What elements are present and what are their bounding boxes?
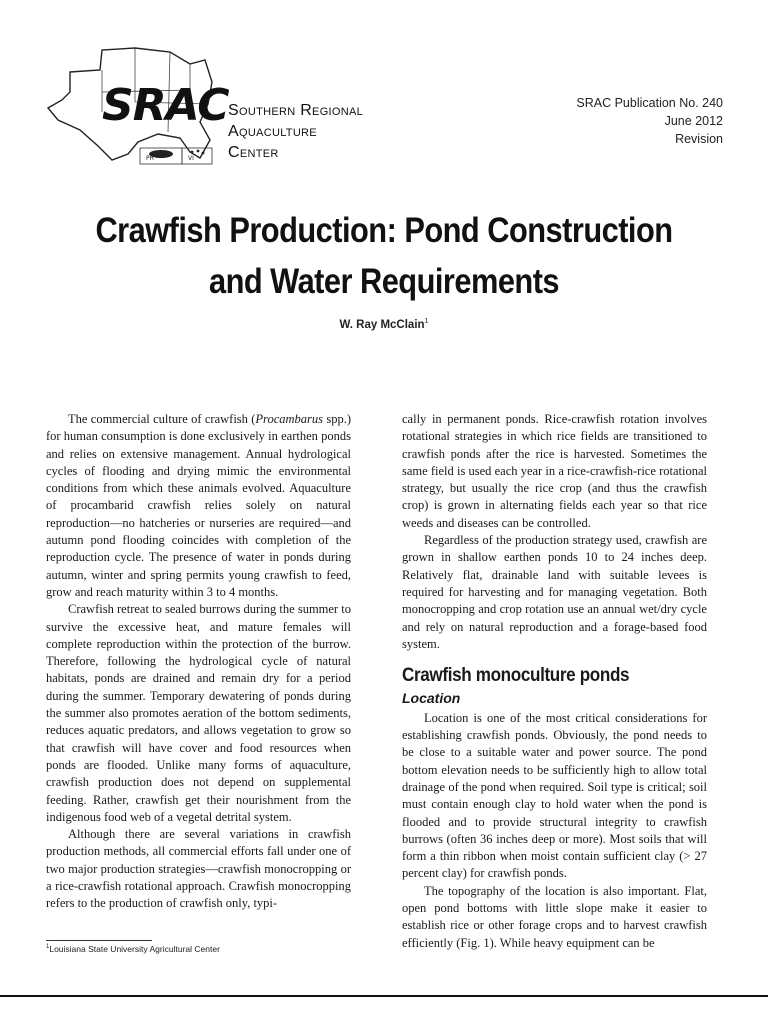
page-title	[81, 205, 686, 307]
footnote	[46, 944, 220, 954]
paragraph: Regardless of the production strategy used, crawfish are grown in shallow earthen ponds 10 to 24 inches deep. Relatively flat, drainable land with suitable levees is required for harvesting and for managing vegetation. Both monocropping and crop rotation use an annual wet/dry cycle and rely on natural reproduction and a forage-based food system.	[402, 533, 707, 651]
footnote-mark: 1	[46, 944, 50, 951]
paragraph-text: spp.) for human consumption is done exclusively in earthen ponds and relies on extensive management. Annual hydrological cycles of flooding and drying mimic the environmental conditions from which these animals evolved. Aquaculture of procambarid crawfish relies solely on natural reproduction—no hatcheries or nurseries are required—and autumn pond flooding coincides with completion of the reproduction cycle. The presence of water in ponds during autumn, winter and spring permits young crawfish to feed, grow and reach maturity within 3 to 4 months.	[46, 412, 352, 599]
title-line-1: Crawfish Production: Pond Construction	[95, 211, 673, 250]
publication-info	[576, 94, 723, 148]
paragraph	[46, 411, 351, 601]
subsection-heading: Location	[402, 690, 461, 707]
logo-label-pr: PR	[146, 155, 154, 162]
paragraph: Location is one of the most critical considerations for establishing crawfish ponds. Obviously, the pond needs to be close to a suitable water and power source. The pond bottom elevation needs to be sufficiently high to allow total drainage of the pond when required. Soil type is critical; soil must contain enough clay to hold water when the pond is flooded and to provide structural integrity to crawfish burrows (often 36 inches deep or more). Most soils that will form a thin ribbon when moist contain sufficient clay (> 27 percent clay) for crawfish ponds.	[402, 710, 707, 881]
logo-label-vi: VI	[188, 155, 194, 162]
publication-date: June 2012	[664, 114, 723, 128]
author	[0, 318, 768, 331]
publication-number: SRAC Publication No. 240	[576, 96, 723, 110]
footnote-text: Louisiana State University Agricultural Center	[49, 944, 220, 954]
bottom-rule	[0, 995, 768, 997]
author-footnote-mark: 1	[424, 318, 429, 325]
left-column	[46, 411, 351, 913]
author-name: W. Ray McClain	[339, 318, 425, 331]
organization-name	[228, 100, 370, 163]
right-column	[402, 411, 707, 952]
paragraph: cally in permanent ponds. Rice-crawfish rotation involves rotational strategies in which rice fields are transitioned to crawfish ponds after the rice is harvested. Sometimes the same field is used each year in a rice-crawfish-rice rotational strategy, but usually the rice crop (and thus the crawfish crop) is grown in alternating fields each year so that rice weeds and diseases can be controlled.	[402, 412, 707, 530]
publication-revision: Revision	[675, 132, 723, 146]
paragraph: Crawfish retreat to sealed burrows during the summer to survive the excessive heat, and mature females will complete reproduction within the protection of the burrow. Therefore, following the hydrological cycle of natural habitats, ponds are drained and remain dry for a period during the summer. Temporary dewatering of ponds during the summer also promotes aeration of the bottom sediments, reduces aquatic predators, and allows vegetation to grow so that crawfish will have cover and food resources when ponds are flooded. Unlike many forms of aquaculture, crawfish production does not depend on supplemental feeding. Rather, crawfish get their nourishment from the indigenous food web of a vegetal detrital system.	[46, 602, 351, 824]
footnote-divider	[46, 940, 152, 941]
org-name-line2: Aquaculture Center	[228, 123, 317, 161]
title-line-2: and Water Requirements	[208, 262, 560, 301]
section-heading: Crawfish monoculture ponds	[402, 665, 630, 687]
paragraph-text: The commercial culture of crawfish (	[68, 412, 256, 426]
srac-logo	[40, 42, 370, 177]
logo-text: SRAC	[102, 80, 229, 131]
paragraph: The topography of the location is also important. Flat, open pond bottoms with little slope make it easier to establish rice or other forage crops and to harvest crawfish efficiently (Fig. 1). While heavy equipment can be	[402, 883, 707, 950]
paragraph: Although there are several variations in crawfish production methods, all commercial efforts fall under one of two major production strategies—crawfish monocropping or a rice-crawfish rotational approach. Crawfish monocropping refers to the production of crawfish only, typi-	[46, 827, 351, 911]
org-name-line1: Southern Regional	[228, 102, 364, 119]
species-name: Procambarus	[255, 412, 324, 426]
